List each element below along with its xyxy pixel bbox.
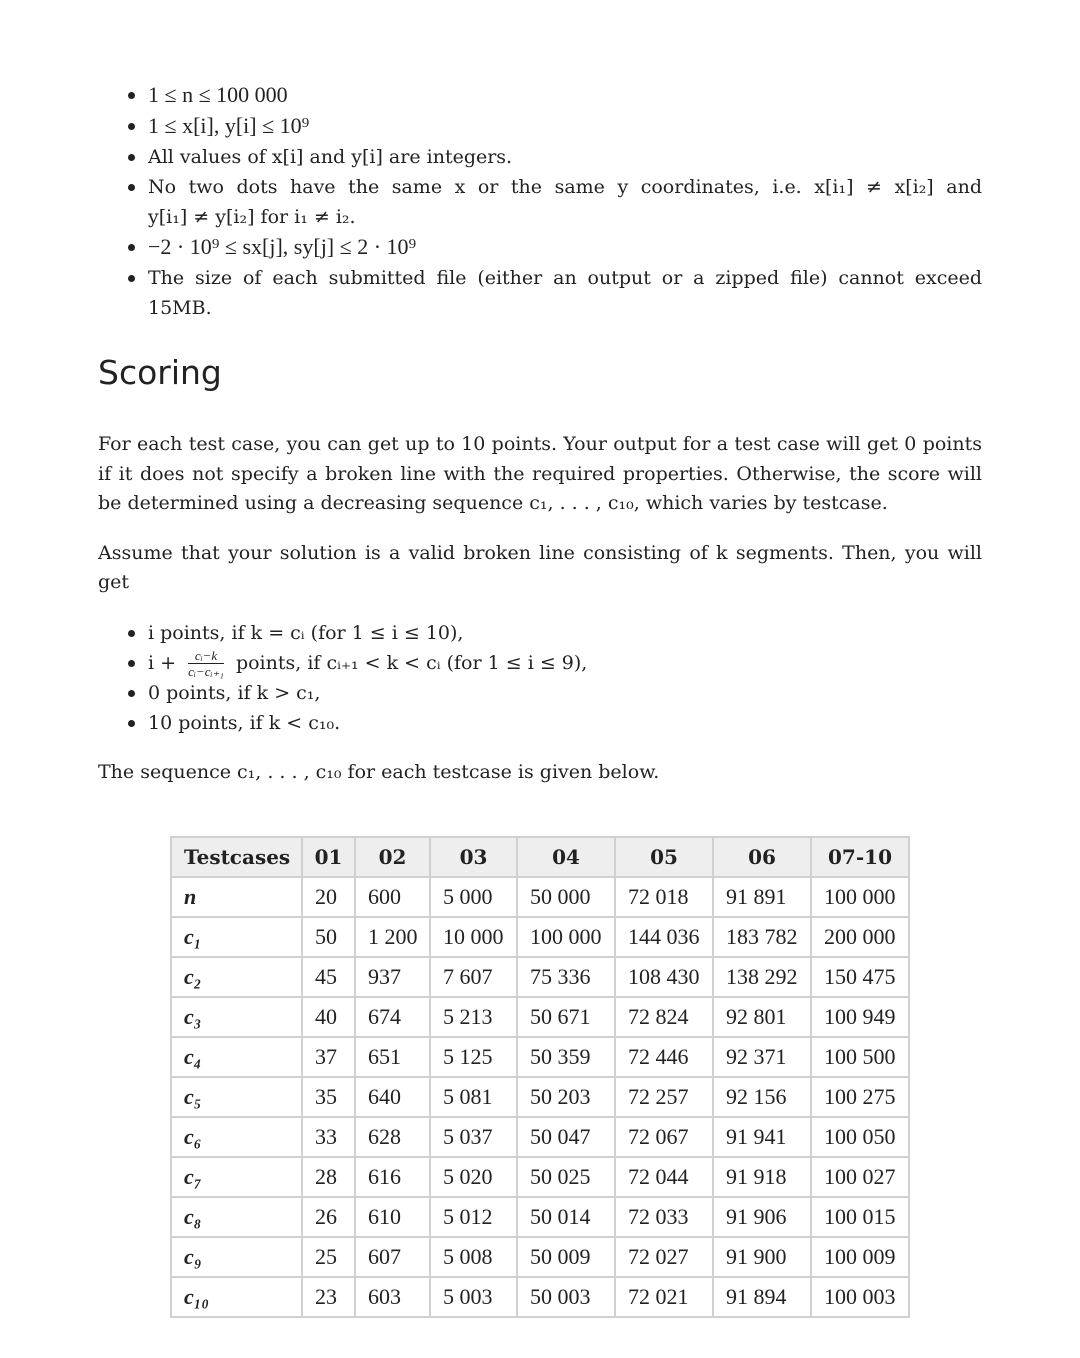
- scoring-paragraph: For each test case, you can get up to 10 points. Your output for a test case will get 0 points if it does not specify a broken line with the required properties. Otherwise, the score will be determined using a decreasing sequence c₁, . . . , c₁₀, which varies by testcase.: [98, 433, 982, 514]
- constraint-item: [98, 172, 982, 232]
- table-row: [171, 877, 909, 917]
- table-cell: 50 000: [517, 877, 615, 917]
- table-cell: 91 941: [713, 1117, 811, 1157]
- constraint-line: 15MB.: [148, 297, 212, 319]
- rule-item: 10 points, if k < c₁₀.: [98, 708, 982, 738]
- constraint-line: y[i₁] ≠ y[i₂] for i₁ ≠ i₂.: [148, 206, 356, 228]
- table-cell: 5 003: [430, 1277, 517, 1317]
- table-cell: 50 203: [517, 1077, 615, 1117]
- row-label: c₁: [171, 917, 302, 957]
- table-cell: 72 824: [615, 997, 713, 1037]
- table-cell: 92 156: [713, 1077, 811, 1117]
- row-label: c₃: [171, 997, 302, 1037]
- table-cell: 35: [302, 1077, 355, 1117]
- constraint-item: 1 ≤ x[i], y[i] ≤ 10⁹: [98, 111, 982, 142]
- table-row: [171, 917, 909, 957]
- table-cell: 600: [355, 877, 430, 917]
- row-label: c₉: [171, 1237, 302, 1277]
- table-cell: 5 012: [430, 1197, 517, 1237]
- table-header: 05: [615, 837, 713, 877]
- table-header: 04: [517, 837, 615, 877]
- table-cell: 25: [302, 1237, 355, 1277]
- table-cell: 640: [355, 1077, 430, 1117]
- table-cell: 200 000: [811, 917, 909, 957]
- row-label: c₄: [171, 1037, 302, 1077]
- table-row: [171, 1117, 909, 1157]
- table-row: [171, 1197, 909, 1237]
- table-cell: 50 003: [517, 1277, 615, 1317]
- sequence-intro: The sequence c₁, . . . , c₁₀ for each testcase is given below.: [98, 761, 660, 783]
- table-cell: 72 067: [615, 1117, 713, 1157]
- table-cell: 72 027: [615, 1237, 713, 1277]
- table-cell: 37: [302, 1037, 355, 1077]
- table-cell: 674: [355, 997, 430, 1037]
- table-cell: 651: [355, 1037, 430, 1077]
- table-cell: 5 020: [430, 1157, 517, 1197]
- table-cell: 50 009: [517, 1237, 615, 1277]
- table-cell: 5 125: [430, 1037, 517, 1077]
- table-cell: 91 891: [713, 877, 811, 917]
- table-cell: 91 918: [713, 1157, 811, 1197]
- table-cell: 100 050: [811, 1117, 909, 1157]
- table-cell: 616: [355, 1157, 430, 1197]
- table-cell: 72 044: [615, 1157, 713, 1197]
- row-label: c₅: [171, 1077, 302, 1117]
- constraint-item: All values of x[i] and y[i] are integers.: [98, 142, 982, 172]
- table-cell: 45: [302, 957, 355, 997]
- rule-item: i points, if k = cᵢ (for 1 ≤ i ≤ 10),: [98, 618, 982, 648]
- table-cell: 72 018: [615, 877, 713, 917]
- table-cell: 100 000: [811, 877, 909, 917]
- table-cell: 10 000: [430, 917, 517, 957]
- table-cell: 5 000: [430, 877, 517, 917]
- table-cell: 33: [302, 1117, 355, 1157]
- sequence-table: [170, 836, 910, 1318]
- table-cell: 50 025: [517, 1157, 615, 1197]
- rule-item: i + $\frac{\text{cᵢ−k}}{\text{cᵢ−cᵢ₊₁}}$ points, if cᵢ₊₁ < k < cᵢ (for 1 ≤ i ≤ 9),: [98, 648, 982, 679]
- constraint-line: No two dots have the same x or the same y coordinates, i.e. x[i₁] ≠ x[i₂] and: [148, 176, 982, 198]
- table-cell: 610: [355, 1197, 430, 1237]
- row-label: c₈: [171, 1197, 302, 1237]
- table-cell: 91 906: [713, 1197, 811, 1237]
- table-cell: 100 500: [811, 1037, 909, 1077]
- table-cell: 50 014: [517, 1197, 615, 1237]
- table-cell: 23: [302, 1277, 355, 1317]
- document-body: [98, 80, 982, 788]
- table-cell: 72 033: [615, 1197, 713, 1237]
- fraction: $\frac{\text{cᵢ−k}}{\text{cᵢ−cᵢ₊₁}}$: [188, 648, 224, 679]
- table-cell: 50 359: [517, 1037, 615, 1077]
- table-cell: 5 213: [430, 997, 517, 1037]
- constraint-item: [98, 263, 982, 323]
- table-cell: 50: [302, 917, 355, 957]
- table-cell: 100 027: [811, 1157, 909, 1197]
- constraints-list: [98, 80, 982, 323]
- table-cell: 26: [302, 1197, 355, 1237]
- table-cell: 1 200: [355, 917, 430, 957]
- table-row: [171, 1277, 909, 1317]
- table-cell: 92 371: [713, 1037, 811, 1077]
- table-cell: 91 900: [713, 1237, 811, 1277]
- table-header: 03: [430, 837, 517, 877]
- table-header: 06: [713, 837, 811, 877]
- table-cell: 5 008: [430, 1237, 517, 1277]
- table-cell: 183 782: [713, 917, 811, 957]
- table-row: [171, 1037, 909, 1077]
- table-row: [171, 1237, 909, 1277]
- table-cell: 100 015: [811, 1197, 909, 1237]
- table-cell: 150 475: [811, 957, 909, 997]
- table-cell: 100 000: [517, 917, 615, 957]
- table-row: [171, 1157, 909, 1197]
- table-cell: 5 037: [430, 1117, 517, 1157]
- table-cell: 100 275: [811, 1077, 909, 1117]
- table-cell: 100 003: [811, 1277, 909, 1317]
- table-cell: 92 801: [713, 997, 811, 1037]
- table-cell: 108 430: [615, 957, 713, 997]
- table-header-row: [171, 837, 909, 877]
- table-header: 07-10: [811, 837, 909, 877]
- constraint-line: The size of each submitted file (either an output or a zipped file) cannot exceed: [148, 267, 982, 289]
- table-cell: 100 009: [811, 1237, 909, 1277]
- table-cell: 91 894: [713, 1277, 811, 1317]
- rule-item: 0 points, if k > c₁,: [98, 678, 982, 708]
- table-cell: 50 047: [517, 1117, 615, 1157]
- table-header: 02: [355, 837, 430, 877]
- row-label: n: [171, 877, 302, 917]
- table-cell: 72 446: [615, 1037, 713, 1077]
- table-cell: 7 607: [430, 957, 517, 997]
- table-cell: 937: [355, 957, 430, 997]
- row-label: c₆: [171, 1117, 302, 1157]
- table-cell: 50 671: [517, 997, 615, 1037]
- table-cell: 72 021: [615, 1277, 713, 1317]
- section-heading: Scoring: [98, 353, 222, 392]
- table-cell: 5 081: [430, 1077, 517, 1117]
- rules-list: [98, 618, 982, 739]
- table-row: [171, 1077, 909, 1117]
- table-row: [171, 957, 909, 997]
- table-cell: 138 292: [713, 957, 811, 997]
- table-cell: 628: [355, 1117, 430, 1157]
- row-label: c₂: [171, 957, 302, 997]
- table-cell: 75 336: [517, 957, 615, 997]
- row-label: c₁₀: [171, 1277, 302, 1317]
- table-row: [171, 997, 909, 1037]
- table-body: [171, 877, 909, 1317]
- constraint-item: −2 · 10⁹ ≤ sx[j], sy[j] ≤ 2 · 10⁹: [98, 232, 982, 263]
- table-cell: 607: [355, 1237, 430, 1277]
- table-cell: 40: [302, 997, 355, 1037]
- table-cell: 603: [355, 1277, 430, 1317]
- constraint-item: 1 ≤ n ≤ 100 000: [98, 80, 982, 111]
- table-cell: 100 949: [811, 997, 909, 1037]
- table-cell: 144 036: [615, 917, 713, 957]
- table-header: 01: [302, 837, 355, 877]
- table-cell: 20: [302, 877, 355, 917]
- table-header: Testcases: [171, 837, 302, 877]
- table-cell: 28: [302, 1157, 355, 1197]
- table-cell: 72 257: [615, 1077, 713, 1117]
- scoring-paragraph: Assume that your solution is a valid broken line consisting of k segments. Then, you will get: [98, 541, 982, 593]
- row-label: c₇: [171, 1157, 302, 1197]
